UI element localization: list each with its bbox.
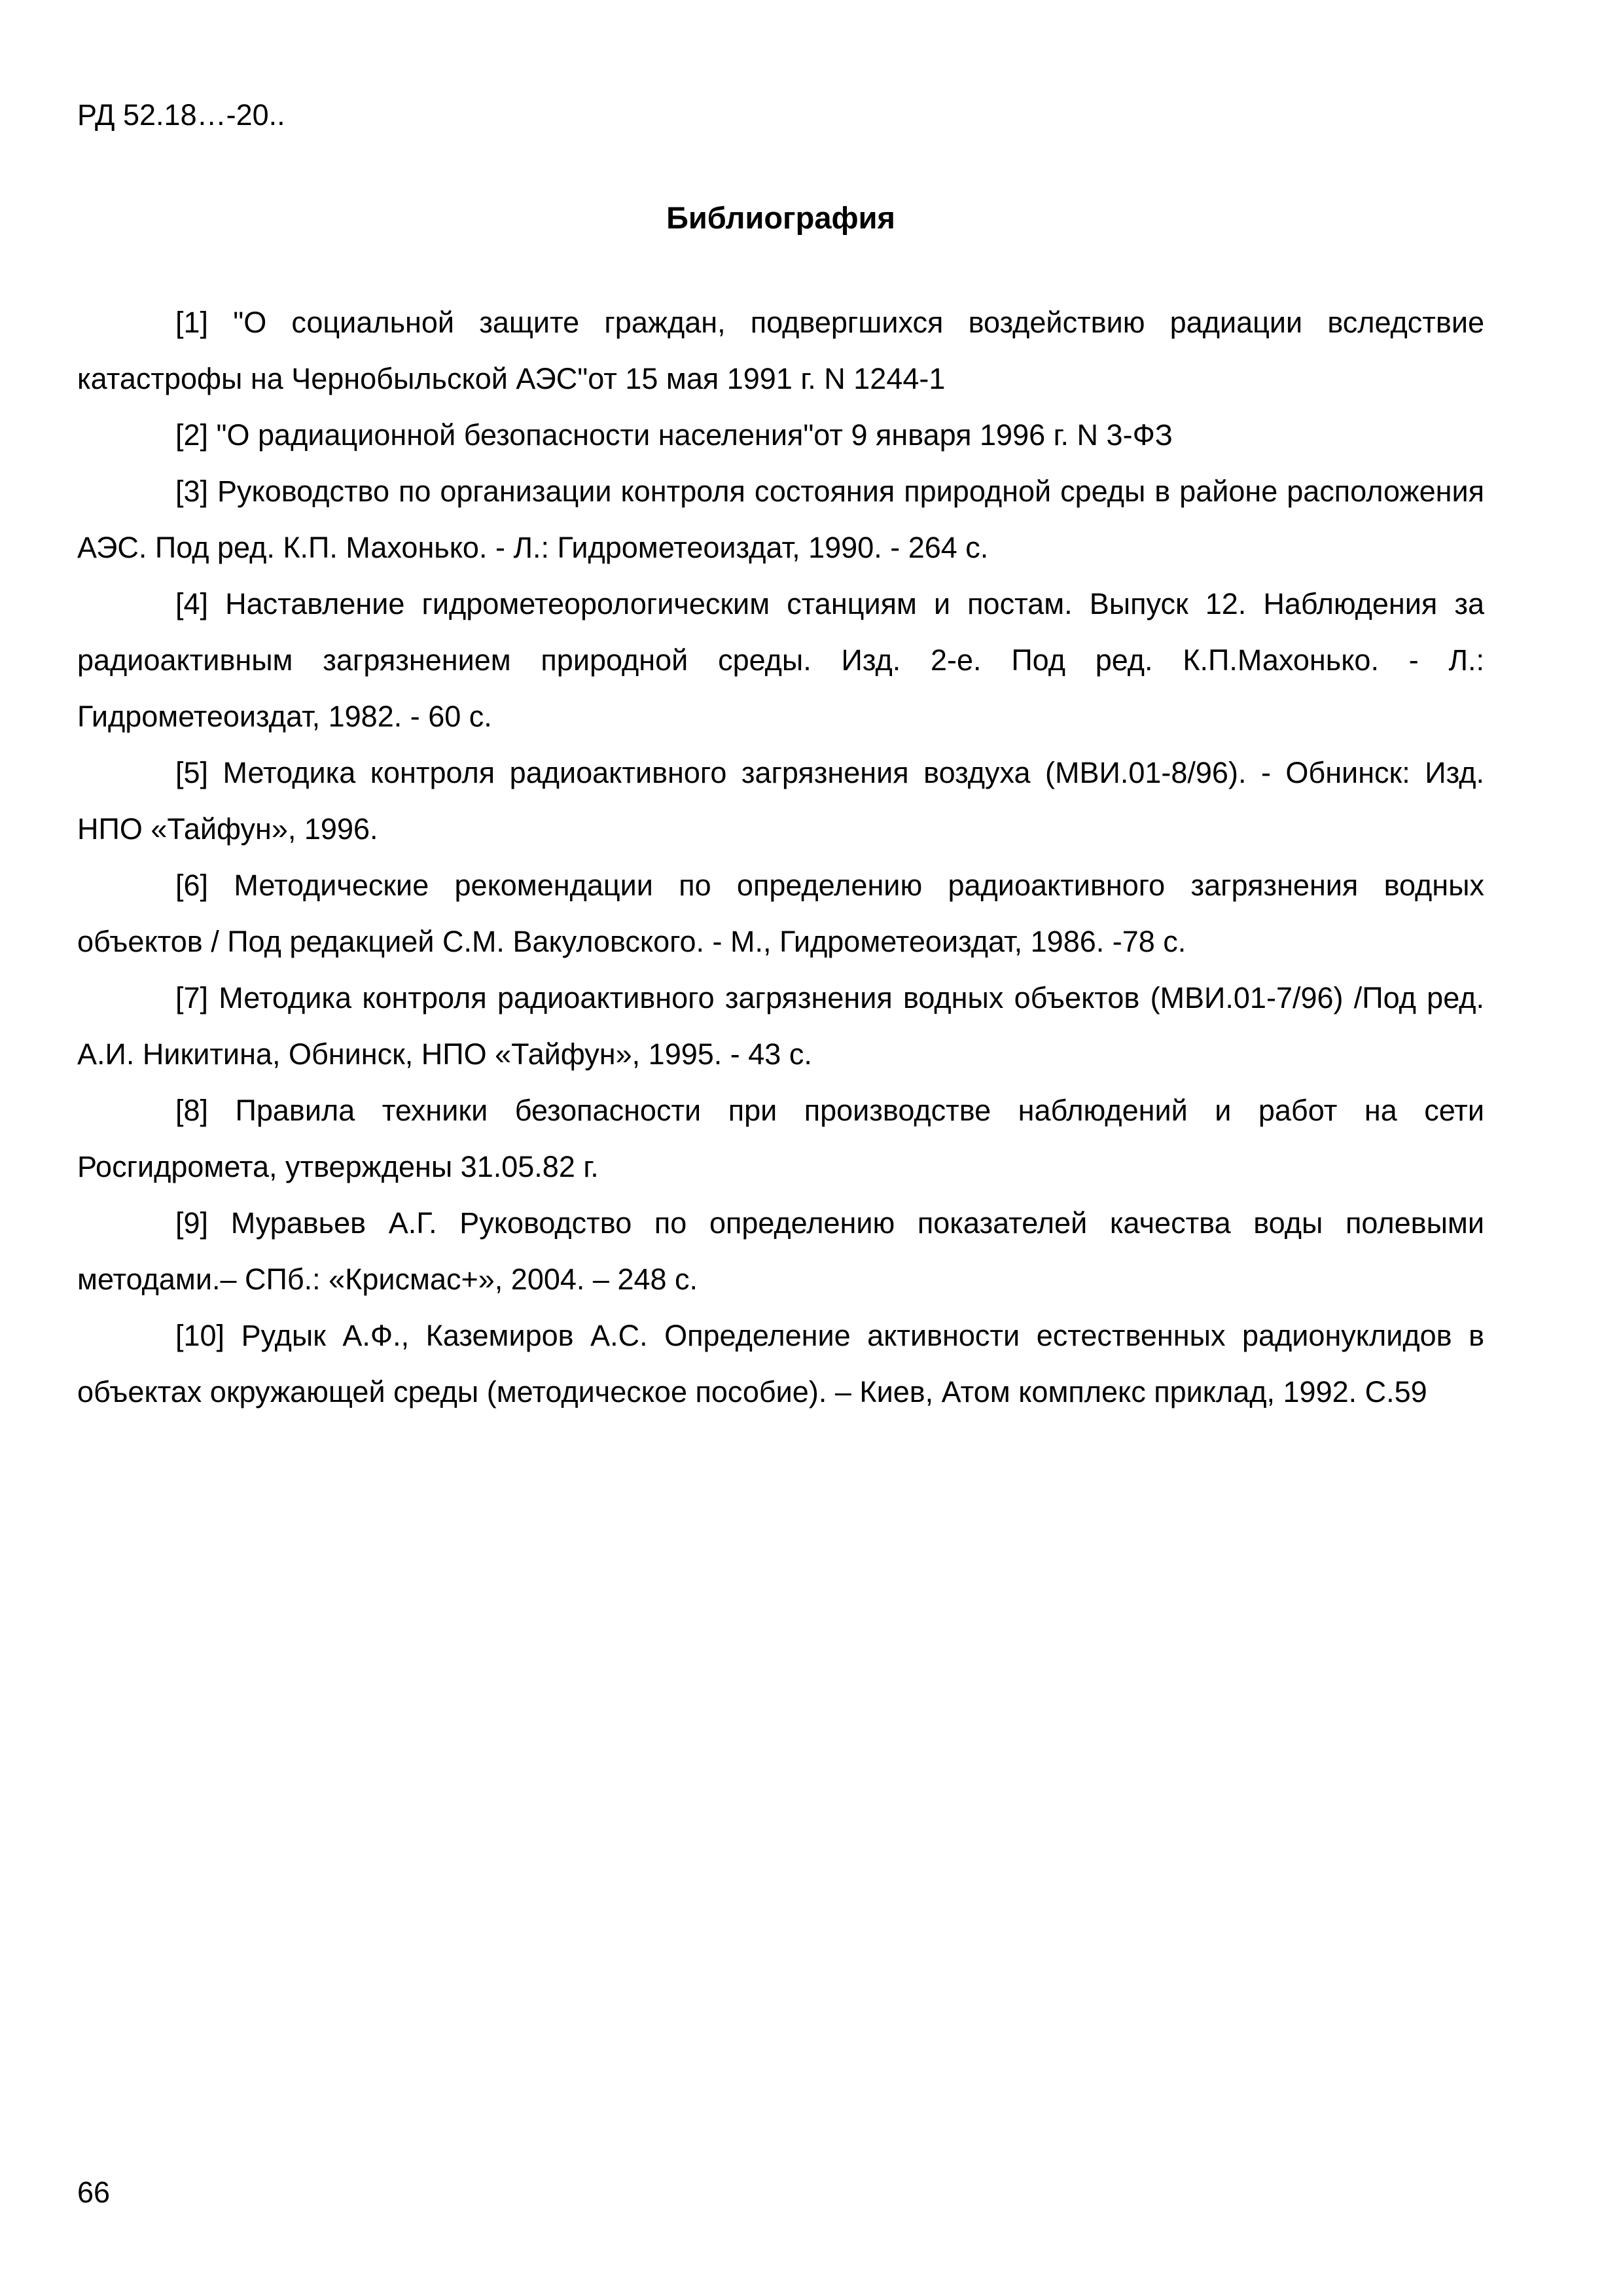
bibliography-entry-10: [10] Рудык А.Ф., Каземиров А.С. Определение активности естественных радионуклидов в объектах окружающей среды (методическое пособие). – Киев, Атом комплекс приклад, 1992. С.59 <box>77 1319 1484 1408</box>
bibliography-entry-8: [8] Правила техники безопасности при производстве наблюдений и работ на сети Росгидромета, утверждены 31.05.82 г. <box>77 1094 1484 1183</box>
bibliography-entry-1: [1] "О социальной защите граждан, подвергшихся воздействию радиации вследствие катастрофы на Чернобыльской АЭС"от 15 мая 1991 г. N 1244-1 <box>77 306 1484 395</box>
bibliography-entry-9: [9] Муравьев А.Г. Руководство по определению показателей качества воды полевыми методами.– СПб.: «Крисмас+», 2004. – 248 с. <box>77 1206 1484 1296</box>
page-title: Библиография <box>666 200 895 235</box>
page-number: 66 <box>77 2176 111 2209</box>
bibliography-entry-5: [5] Методика контроля радиоактивного загрязнения воздуха (МВИ.01-8/96). - Обнинск: Изд. НПО «Тайфун», 1996. <box>77 756 1484 846</box>
document-code: РД 52.18…-20.. <box>77 98 285 132</box>
bibliography-entry-2: [2] "О радиационной безопасности населения"от 9 января 1996 г. N 3-ФЗ <box>175 418 1173 452</box>
bibliography-list <box>77 295 1484 1420</box>
bibliography-entry-3: [3] Руководство по организации контроля состояния природной среды в районе расположения АЭС. Под ред. К.П. Махонько. - Л.: Гидрометеоиздат, 1990. - 264 с. <box>77 475 1484 564</box>
bibliography-entry-6: [6] Методические рекомендации по определению радиоактивного загрязнения водных объектов / Под редакцией С.М. Вакуловского. - М., Гидрометеоиздат, 1986. -78 с. <box>77 869 1484 958</box>
bibliography-entry-4: [4] Наставление гидрометеорологическим станциям и постам. Выпуск 12. Наблюдения за радиоактивным загрязнением природной среды. Изд. 2-е. Под ред. К.П.Махонько. - Л.: Гидрометеоиздат, 1982. - 60 с. <box>77 587 1484 733</box>
bibliography-entry-7: [7] Методика контроля радиоактивного загрязнения водных объектов (МВИ.01-7/96) /Под ред. А.И. Никитина, Обнинск, НПО «Тайфун», 1995. - 43 с. <box>77 981 1484 1071</box>
